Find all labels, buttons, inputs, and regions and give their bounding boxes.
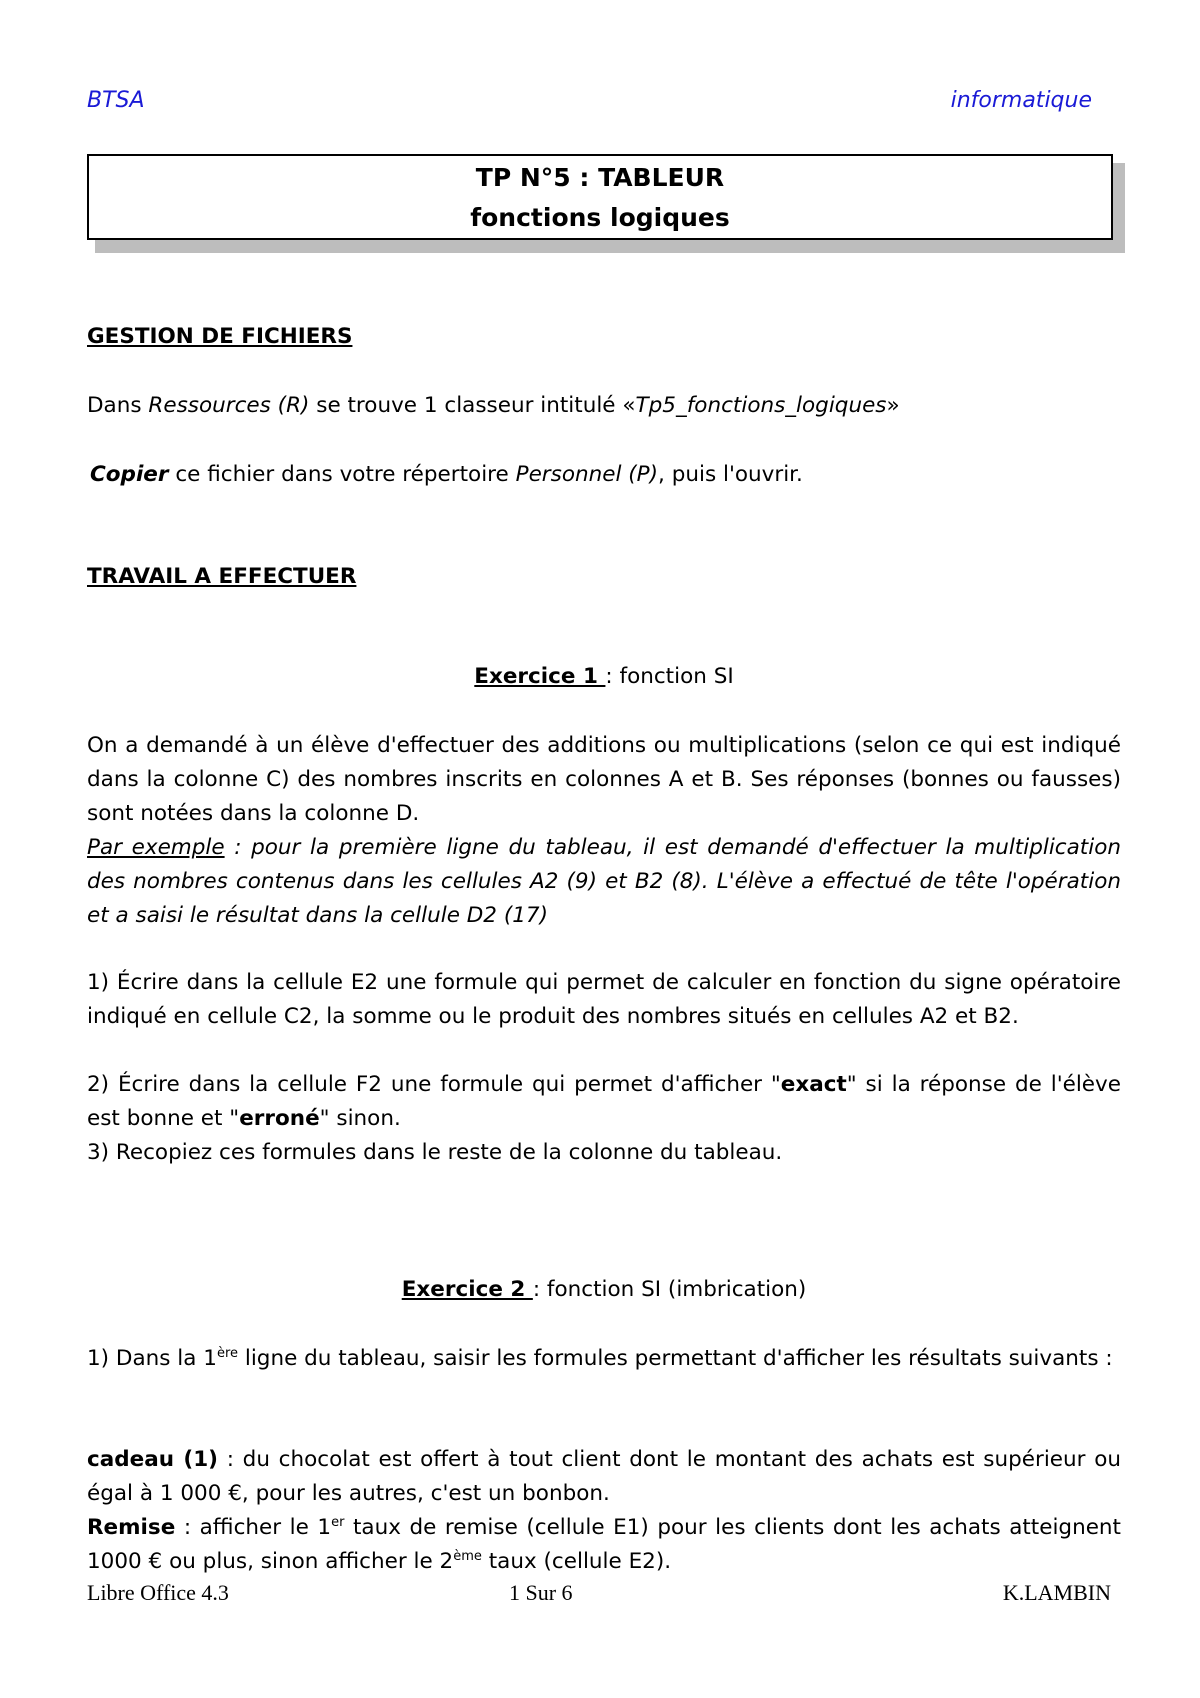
text: Dans bbox=[87, 393, 149, 418]
exercise-2-question-1 bbox=[87, 1342, 1121, 1376]
text: taux (cellule E2). bbox=[481, 1549, 672, 1574]
gestion-heading: GESTION DE FICHIERS bbox=[87, 324, 353, 349]
header-left: BTSA bbox=[87, 88, 145, 113]
text: erroné bbox=[239, 1106, 320, 1131]
text: taux de remise (cellule E1) pour les clients dont les achats atteignent 1000 € ou plus, sinon afficher le 2 bbox=[87, 1515, 1121, 1574]
text: Ressources (R) bbox=[148, 393, 310, 418]
gestion-paragraph-1 bbox=[87, 389, 1121, 423]
exercise-1-question-3: 3) Recopiez ces formules dans le reste de la colonne du tableau. bbox=[87, 1140, 783, 1165]
exercise-1-intro: On a demandé à un élève d'effectuer des additions ou multiplications (selon ce qui est indiqué dans la colonne C) des nombres inscrits en colonnes A et B. Ses réponses (bonnes ou fausses) sont notées dans la colonne D. bbox=[87, 733, 1121, 826]
text: ère bbox=[216, 1345, 239, 1361]
text: se trouve 1 classeur intitulé « bbox=[309, 393, 636, 418]
text: : du chocolat est offert à tout client dont le montant des achats est supérieur ou égal à 1 000 €, pour les autres, c'est un bonbon. bbox=[87, 1447, 1121, 1506]
text: cadeau (1) bbox=[87, 1447, 219, 1472]
text: : afficher le 1 bbox=[175, 1515, 332, 1540]
text: " sinon. bbox=[319, 1106, 401, 1131]
exercise-2-title bbox=[87, 1273, 1121, 1307]
exercise-2-remise bbox=[87, 1511, 1121, 1579]
text: : fonction SI bbox=[605, 664, 734, 689]
text: Remise bbox=[87, 1515, 176, 1540]
text: er bbox=[331, 1514, 345, 1530]
exercise-1-question-2 bbox=[87, 1068, 1121, 1136]
travail-heading: TRAVAIL A EFFECTUER bbox=[87, 564, 357, 589]
text: 2) Écrire dans la cellule F2 une formule qui permet d'afficher " bbox=[87, 1072, 781, 1097]
text: : pour la première ligne du tableau, il est demandé d'effectuer la multiplication des nombres contenus dans les cellules A2 (9) et B2 (8). L'élève a effectué de tête l'opération et a saisi le résultat dans la cellule D2 (17) bbox=[87, 835, 1121, 928]
gestion-paragraph-2 bbox=[90, 458, 1124, 492]
text: " si la réponse de l'élève est bonne et " bbox=[87, 1072, 1121, 1131]
text: ligne du tableau, saisir les formules permettant d'afficher les résultats suivants : bbox=[238, 1346, 1113, 1371]
text: Copier bbox=[90, 462, 169, 487]
text: Personnel (P) bbox=[515, 462, 659, 487]
text: » bbox=[886, 393, 900, 418]
text: Exercice 2 bbox=[401, 1277, 533, 1302]
title-line1: TP N°5 : TABLEUR bbox=[475, 163, 725, 192]
header-right: informatique bbox=[950, 88, 1092, 113]
title-line2: fonctions logiques bbox=[470, 203, 730, 232]
footer-left: Libre Office 4.3 bbox=[87, 1580, 229, 1605]
text: ce fichier dans votre répertoire bbox=[168, 462, 516, 487]
text: 1) Dans la 1 bbox=[87, 1346, 217, 1371]
footer-page-number: 1 Sur 6 bbox=[509, 1580, 573, 1605]
exercise-1-example bbox=[87, 831, 1121, 933]
exercise-1-title bbox=[87, 660, 1121, 694]
text: : fonction SI (imbrication) bbox=[532, 1277, 807, 1302]
footer-author: K.LAMBIN bbox=[1002, 1580, 1111, 1605]
text: Par exemple bbox=[87, 835, 225, 860]
exercise-1-question-1: 1) Écrire dans la cellule E2 une formule qui permet de calculer en fonction du signe opératoire indiqué en cellule C2, la somme ou le produit des nombres situés en cellules A2 et B2. bbox=[87, 970, 1121, 1029]
text: ème bbox=[453, 1548, 482, 1564]
text: Tp5_fonctions_logiques bbox=[635, 393, 887, 418]
exercise-2-cadeau bbox=[87, 1443, 1121, 1511]
text: , puis l'ouvrir. bbox=[658, 462, 803, 487]
text: Exercice 1 bbox=[474, 664, 606, 689]
text: exact bbox=[780, 1072, 847, 1097]
title-box bbox=[87, 154, 1113, 240]
